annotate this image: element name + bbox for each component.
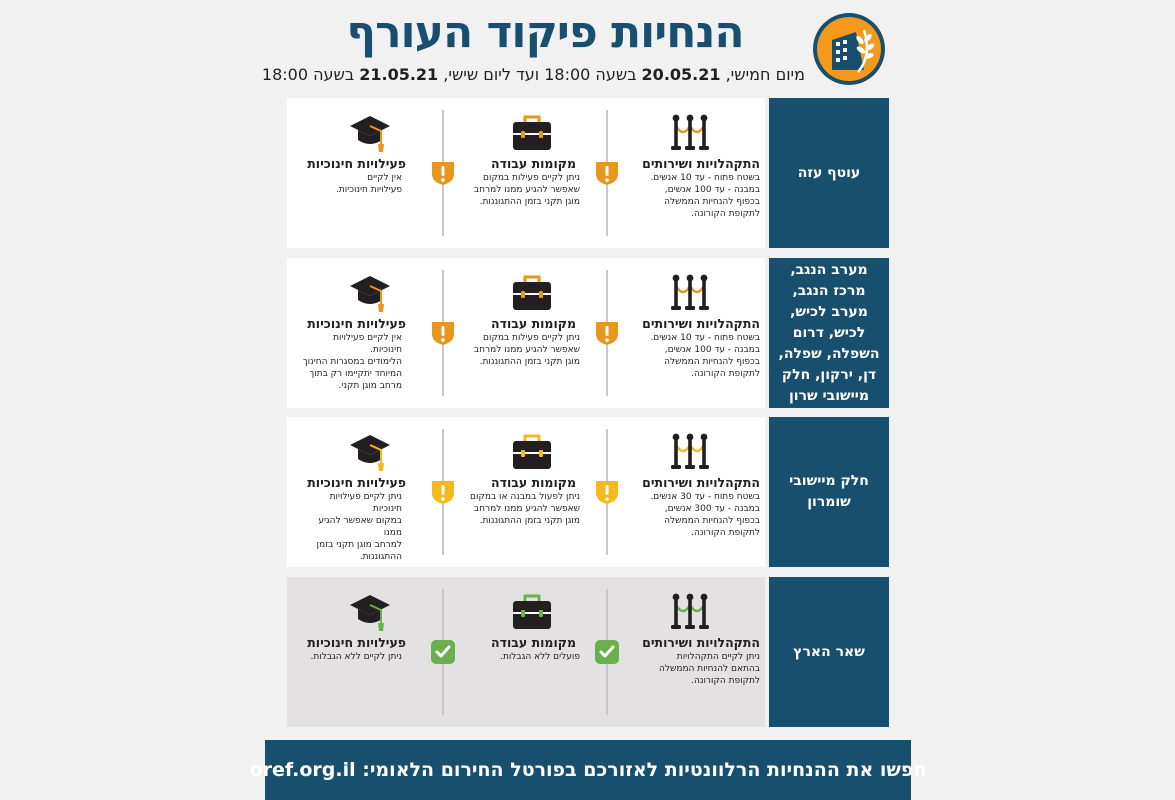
guidelines-panel (287, 577, 765, 727)
education-column (300, 431, 440, 563)
gatherings-column-title: התקהלויות ושירותים (642, 635, 760, 650)
page-title: הנחיות פיקוד העורף (346, 7, 744, 58)
subtitle-part2: בשעה 18:00 ועד ליום שישי, (438, 65, 642, 84)
region-row-negev-center (287, 258, 889, 408)
gatherings-column-text: בשטח פתוח - עד 10 אנשים. במבנה - עד 100 אנשים, בכפוף להנחיות הממשלה לתקופת הקורונה. (650, 333, 760, 379)
graduation-cap-icon (348, 272, 392, 314)
guidelines-panel (287, 258, 765, 408)
gatherings-column-text: ניתן לקיים התקהלויות בהתאם להנחיות הממשלה לתקופת הקורונה. (658, 652, 760, 686)
education-column (300, 272, 440, 392)
stanchion-icon (668, 272, 712, 314)
briefcase-icon (510, 591, 554, 633)
graduation-cap-icon (348, 431, 392, 473)
gatherings-column (620, 591, 760, 687)
logo-icon (812, 12, 886, 86)
warning-badge-icon (594, 160, 620, 186)
workplaces-column-text: פועלים ללא הגבלות. (500, 652, 580, 662)
education-column-title: פעילויות חינוכיות (307, 316, 406, 331)
education-column-text: אין לקיים פעילויות חינוכיות. (335, 173, 402, 195)
checkmark-badge-icon (594, 639, 620, 665)
subtitle-date-to: 21.05.21 (359, 65, 439, 84)
workplaces-column (462, 431, 602, 527)
warning-badge-icon (594, 479, 620, 505)
guidelines-panel (287, 417, 765, 567)
footer-banner (249, 740, 927, 800)
region-label: חלק מיישובי שומרון (769, 417, 889, 567)
stanchion-icon (668, 431, 712, 473)
workplaces-column (462, 112, 602, 208)
region-row-otef-aza (287, 98, 889, 248)
workplaces-column-title: מקומות עבודה (491, 635, 576, 650)
region-label: שאר הארץ (769, 577, 889, 727)
workplaces-column (462, 591, 602, 663)
gatherings-column-title: התקהלויות ושירותים (642, 475, 760, 490)
graduation-cap-icon (348, 591, 392, 633)
gatherings-column (620, 272, 760, 380)
workplaces-column-title: מקומות עבודה (491, 156, 576, 171)
education-column-title: פעילויות חינוכיות (307, 635, 406, 650)
gatherings-column-title: התקהלויות ושירותים (642, 156, 760, 171)
stanchion-icon (668, 112, 712, 154)
footer-text: חפשו את ההנחיות הרלוונטיות לאזורכם בפורטל החירום הלאומי: (362, 759, 927, 781)
education-column (300, 591, 440, 663)
region-row-rest-of-country (287, 577, 889, 727)
workplaces-column-title: מקומות עבודה (491, 316, 576, 331)
subtitle-part3: בשעה 18:00 (261, 65, 360, 84)
education-column-title: פעילויות חינוכיות (307, 156, 406, 171)
guidelines-panel (287, 98, 765, 248)
subtitle-part1: מיום חמישי, (720, 65, 805, 84)
warning-badge-icon (594, 320, 620, 346)
workplaces-column (462, 272, 602, 368)
education-column-text: ניתן לקיים פעילויות חינוכיות במקום שאפשר להגיע ממנו למרחב מוגן תקני בזמן ההתגוננות. (316, 492, 402, 562)
workplaces-column-text: ניתן לקיים פעילות במקום שאפשר להגיע ממנו למרחב מוגן תקני בזמן ההתגוננות. (473, 333, 580, 367)
graduation-cap-icon (348, 112, 392, 154)
footer-url-link[interactable]: oref.org.il (249, 759, 356, 781)
gatherings-column-text: בשטח פתוח - עד 10 אנשים. במבנה - עד 100 אנשים, בכפוף להנחיות הממשלה לתקופת הקורונה. (650, 173, 760, 219)
workplaces-column-text: ניתן לקיים פעילות במקום שאפשר להגיע ממנו למרחב מוגן תקני בזמן ההתגוננות. (473, 173, 580, 207)
stanchion-icon (668, 591, 712, 633)
education-column-text: ניתן לקיים ללא הגבלות. (310, 652, 402, 662)
workplaces-column-text: ניתן לפעול במבנה או במקום שאפשר להגיע ממנו למרחב מוגן תקני בזמן ההתגוננות. (470, 492, 580, 526)
region-row-shomron (287, 417, 889, 567)
gatherings-column (620, 431, 760, 539)
gatherings-column (620, 112, 760, 220)
workplaces-column-title: מקומות עבודה (491, 475, 576, 490)
briefcase-icon (510, 272, 554, 314)
briefcase-icon (510, 112, 554, 154)
date-range-subtitle (261, 63, 805, 87)
gatherings-column-title: התקהלויות ושירותים (642, 316, 760, 331)
gatherings-column-text: בשטח פתוח - עד 30 אנשים. במבנה - עד 300 אנשים, בכפוף להנחיות הממשלה לתקופת הקורונה. (650, 492, 760, 538)
education-column-text: אין לקיים פעילויות חינוכיות. הלימודים במסגרות החינוך המיוחד יתקיימו רק בתוך מרחב מוגן תקני. (302, 333, 402, 391)
region-label: מערב הנגב, מרכז הנגב, מערב לכיש, לכיש, דרום השפלה, שפלה, דן, ירקון, חלק מיישובי שרון (769, 258, 889, 408)
subtitle-date-from: 20.05.21 (641, 65, 721, 84)
education-column-title: פעילויות חינוכיות (307, 475, 406, 490)
region-label: עוטף עזה (769, 98, 889, 248)
briefcase-icon (510, 431, 554, 473)
education-column (300, 112, 440, 196)
